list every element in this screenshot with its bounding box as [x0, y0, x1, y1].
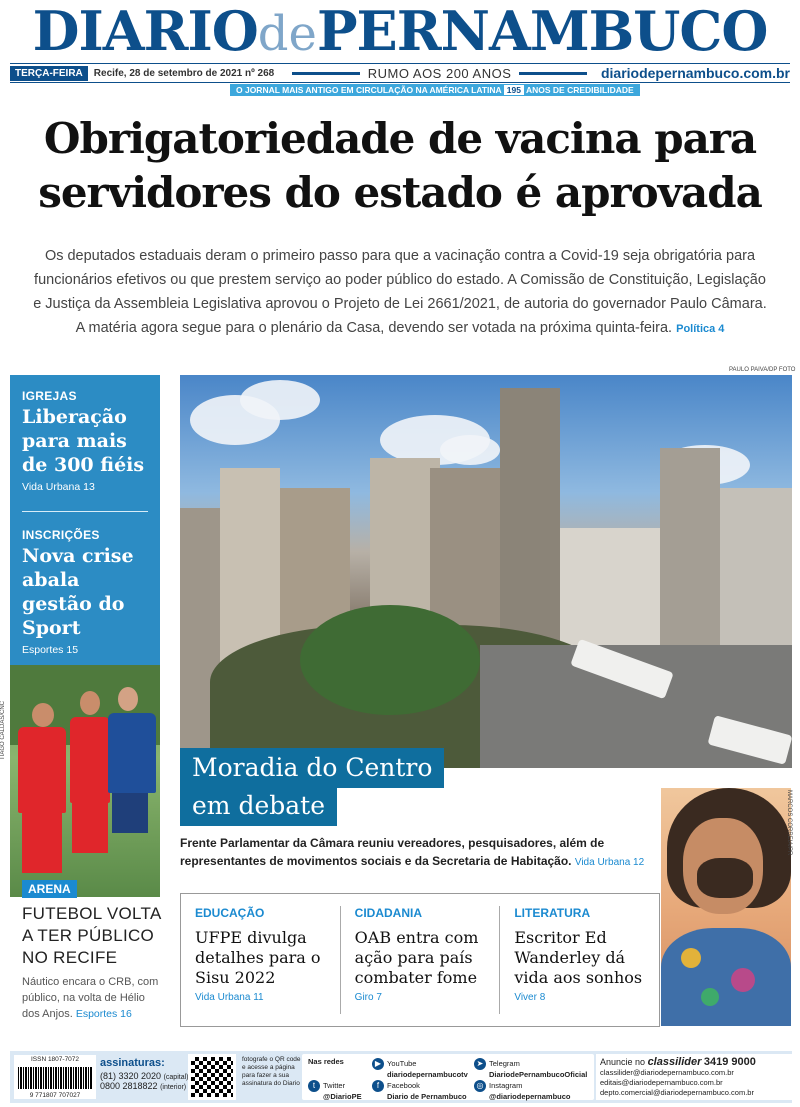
classilider-phone[interactable]: 3419 9000 [703, 1056, 756, 1068]
date-label: Recife, 28 de setembro de 2021 nº 268 [93, 67, 275, 79]
info-bar [10, 63, 790, 83]
kicker: EDUCAÇÃO [195, 906, 265, 920]
rumo-label: RUMO AOS 200 ANOS [367, 65, 512, 81]
tagline [230, 84, 640, 96]
phone-capital-note: (capital) [163, 1074, 189, 1081]
assinaturas-label: assinaturas: [100, 1057, 165, 1069]
kicker: INSCRIÇÕES [22, 528, 100, 542]
moradia-sub-text: Frente Parlamentar da Câmara reuniu vereadores, pesquisadores, além de representantes de movimentos sociais e da Secretaria de Habitação. [180, 836, 605, 868]
moradia-title-1[interactable]: Moradia do Centro [180, 748, 444, 788]
phone-interior-note: (interior) [160, 1084, 187, 1091]
redes-label: Nas redes [308, 1057, 344, 1066]
youtube-link[interactable] [372, 1058, 468, 1080]
barcode-number: 9 771807 707027 [29, 1092, 81, 1099]
lede-ref[interactable]: Política 4 [676, 323, 725, 335]
left-headline: Liberação para mais de 300 fiéis [22, 406, 145, 476]
photo-credit: TIAGO CALDAS/CNC [0, 700, 6, 760]
news-box [180, 893, 660, 1027]
headline-line-1: Obrigatoriedade de vacina para [43, 114, 757, 163]
kicker: LITERATURA [514, 906, 591, 920]
phone-capital[interactable]: (81) 3320 2020 [100, 1071, 162, 1081]
left-item-inscricoes[interactable] [22, 528, 148, 656]
futebol-sub-text: Náutico encara o CRB, com público, na volta de Hélio dos Anjos. [22, 976, 159, 1020]
tagline-years: 195 [504, 85, 524, 95]
main-photo [180, 375, 792, 768]
left-ref: Esportes 15 [22, 644, 79, 656]
box-headline: OAB entra com ação para país combater fome [354, 928, 479, 987]
assinaturas-block [100, 1057, 190, 1091]
email-editais[interactable]: editais@diariodepernambuco.com.br [600, 1078, 723, 1087]
facebook-icon: f [372, 1080, 384, 1092]
facebook-label: Facebook [387, 1080, 420, 1090]
instagram-handle: @diariodepernambuco [489, 1092, 571, 1101]
moradia-title-2[interactable]: em debate [180, 786, 337, 826]
masthead-diario: DIARIO [32, 0, 258, 63]
futebol-headline[interactable]: FUTEBOL VOLTA A TER PÚBLICO NO RECIFE [22, 904, 161, 967]
qr-code-icon[interactable] [188, 1054, 236, 1100]
masthead-de: de [257, 6, 317, 62]
left-ref: Vida Urbana 13 [22, 481, 95, 493]
photo-credit: PAULO PAIVA/DP FOTO [729, 367, 796, 373]
youtube-handle: diariodepernambucotv [387, 1070, 468, 1079]
tagline-years-suffix: ANOS DE CREDIBILIDADE [526, 85, 634, 95]
lede-paragraph [30, 244, 770, 341]
phone-interior[interactable]: 0800 2818822 [100, 1081, 158, 1091]
kicker: IGREJAS [22, 389, 77, 403]
photo-credit: MARCOS CORREIA/PR [786, 790, 792, 856]
masthead [0, 0, 800, 62]
futebol-sub [22, 974, 162, 1022]
divider-line [519, 72, 587, 75]
facebook-handle: Diario de Pernambuco [387, 1092, 467, 1101]
twitter-handle: @DiarioPE [323, 1092, 362, 1101]
box-headline: Escritor Ed Wanderley dá vida aos sonhos [514, 928, 643, 987]
instagram-icon: ◎ [474, 1080, 486, 1092]
site-link[interactable]: diariodepernambuco.com.br [600, 65, 791, 81]
lede-text: Os deputados estaduais deram o primeiro passo para que a vacinação contra a Covid-19 seja obrigatória para funcionários efetivos ou que prestem serviço ao poder público do estado. A Comissão de Constituição, Legislação e Justiça da Assembleia Legislativa aprovou o Projeto de Lei 2661/2021, de autoria do governador Paulo Câmara. A matéria agora segue para o plenário da Casa, devendo ser votada na próxima quinta-feira. [33, 248, 767, 336]
left-item-igrejas[interactable] [22, 389, 148, 493]
left-column [10, 375, 160, 665]
divider-line [292, 72, 360, 75]
youtube-icon: ▶ [372, 1058, 384, 1070]
moradia-ref[interactable]: Vida Urbana 12 [574, 857, 645, 868]
arena-badge: ARENA [22, 880, 77, 898]
telegram-label: Telegram [489, 1058, 520, 1068]
box-ref: Vida Urbana 11 [195, 992, 264, 1003]
moradia-sub [180, 834, 660, 872]
box-item-educacao[interactable] [181, 906, 341, 1014]
youtube-label: YouTube [387, 1058, 417, 1068]
box-item-cidadania[interactable] [341, 906, 501, 1014]
kicker: CIDADANIA [354, 906, 423, 920]
facebook-link[interactable] [372, 1080, 467, 1102]
twitter-label: Twitter [323, 1080, 346, 1090]
portrait-photo [661, 788, 791, 1026]
instagram-link[interactable] [474, 1080, 571, 1102]
telegram-handle: DiariodePernambucoOficial [489, 1070, 588, 1079]
masthead-pernambuco: PERNAMBUCO [316, 0, 768, 63]
box-ref: Giro 7 [354, 992, 382, 1003]
left-headline: Nova crise abala gestão do Sport [22, 545, 134, 639]
day-label: TERÇA-FEIRA [10, 66, 88, 81]
email-classilider[interactable]: classilider@diariodepernambuco.com.br [600, 1068, 734, 1077]
anuncie-label: Anuncie no [600, 1057, 646, 1067]
box-headline: UFPE divulga detalhes para o Sisu 2022 [195, 928, 321, 987]
headline-line-2: servidores do estado é aprovada [38, 168, 762, 217]
tagline-text: O JORNAL MAIS ANTIGO EM CIRCULAÇÃO NA AMÉRICA LATINA [236, 85, 502, 95]
barcode-icon [18, 1067, 92, 1089]
email-comercial[interactable]: depto.comercial@diariodepernambuco.com.br [600, 1088, 754, 1097]
box-ref: Viver 8 [514, 992, 546, 1003]
twitter-link[interactable] [308, 1080, 362, 1102]
classilider-logo: classilider [647, 1056, 702, 1068]
twitter-icon: t [308, 1080, 320, 1092]
sport-photo [10, 665, 160, 897]
qr-text: fotografe o QR code e acesse a página para fazer a sua assinatura do Diario [242, 1056, 301, 1087]
barcode [14, 1055, 96, 1099]
main-headline[interactable] [0, 112, 800, 220]
separator [22, 511, 148, 512]
anuncie-block [596, 1054, 792, 1100]
box-item-literatura[interactable] [500, 906, 659, 1014]
social-block [302, 1054, 594, 1100]
telegram-link[interactable] [474, 1058, 587, 1080]
issn-label: ISSN 1807-7072 [30, 1056, 80, 1063]
telegram-icon: ➤ [474, 1058, 486, 1070]
footer [10, 1051, 792, 1103]
futebol-ref[interactable]: Esportes 16 [75, 1008, 132, 1020]
instagram-label: Instagram [489, 1080, 523, 1090]
